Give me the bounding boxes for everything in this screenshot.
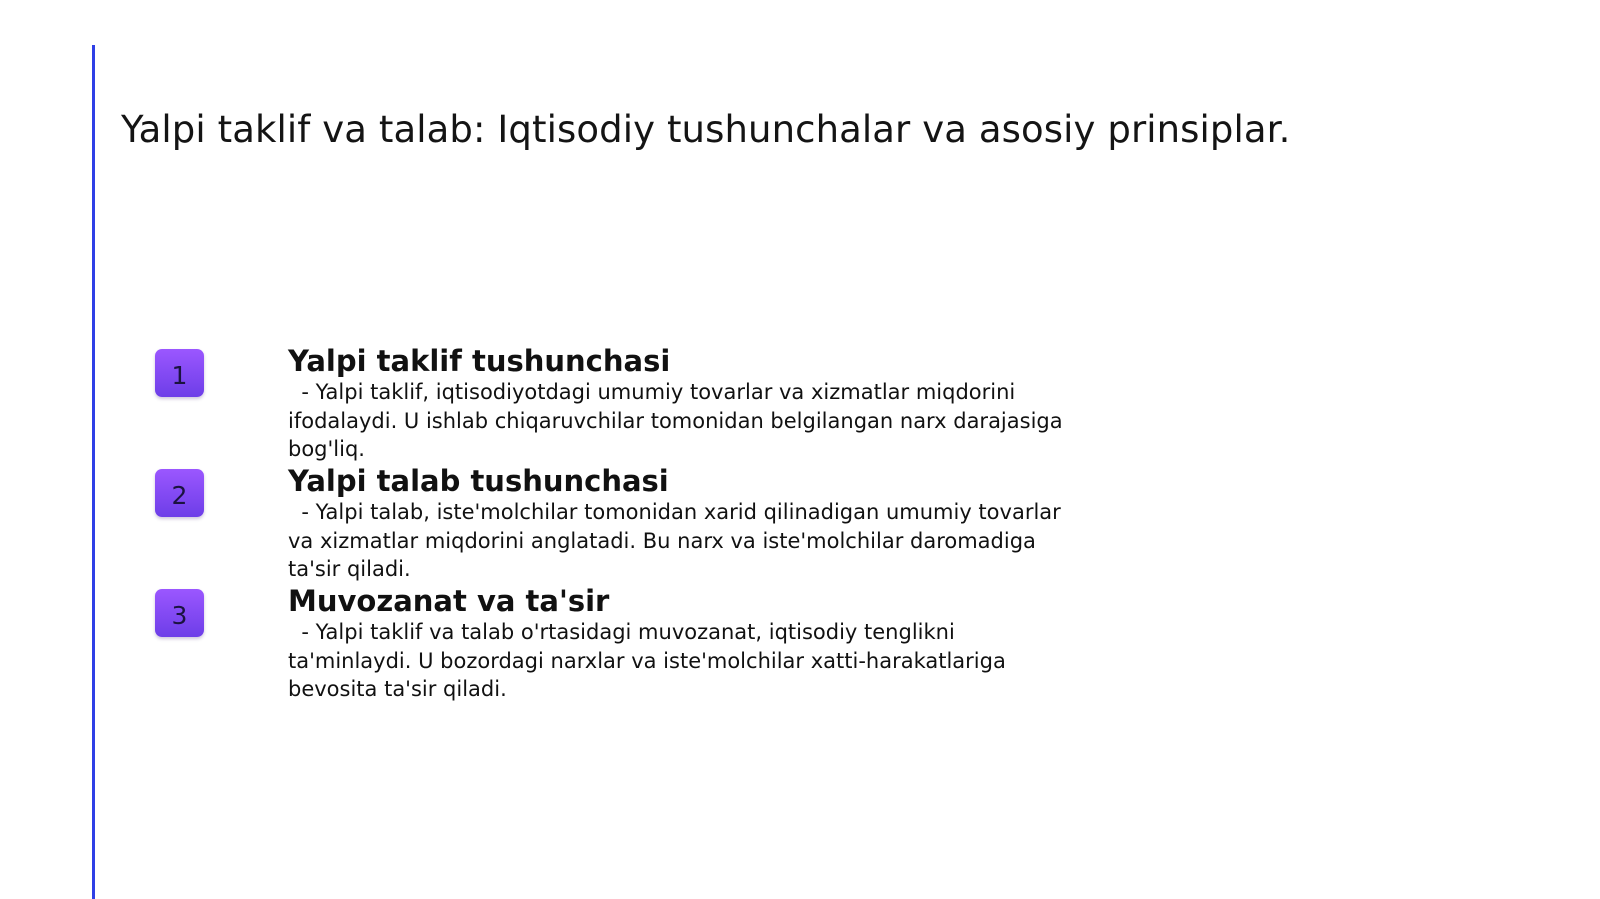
number-badge: 1 (155, 349, 204, 397)
item-description: - Yalpi taklif, iqtisodiyotdagi umumiy tovarlar va xizmatlar miqdorini ifodalaydi. U ishlab chiqaruvchilar tomonidan belgilangan narx darajasiga bog'liq. (288, 380, 1063, 461)
item-text (288, 344, 1128, 464)
item-text (288, 464, 1128, 584)
item-description: - Yalpi taklif va talab o'rtasidagi muvozanat, iqtisodiy tenglikni ta'minlaydi. U bozordagi narxlar va iste'molchilar xatti-harakatlariga bevosita ta'sir qiladi. (288, 620, 1006, 701)
slide-title: Yalpi taklif va talab: Iqtisodiy tushunchalar va asosiy prinsiplar. (121, 108, 1291, 151)
item-description: - Yalpi talab, iste'molchilar tomonidan xarid qilinadigan umumiy tovarlar va xizmatlar miqdorini anglatadi. Bu narx va iste'molchilar daromadiga ta'sir qiladi. (288, 500, 1061, 581)
item-text (288, 584, 1128, 704)
item-heading: Yalpi taklif tushunchasi (288, 344, 671, 378)
item-heading: Yalpi talab tushunchasi (288, 464, 669, 498)
number-badge: 2 (155, 469, 204, 517)
item-heading: Muvozanat va ta'sir (288, 584, 610, 618)
accent-bar (92, 45, 95, 899)
number-badge: 3 (155, 589, 204, 637)
